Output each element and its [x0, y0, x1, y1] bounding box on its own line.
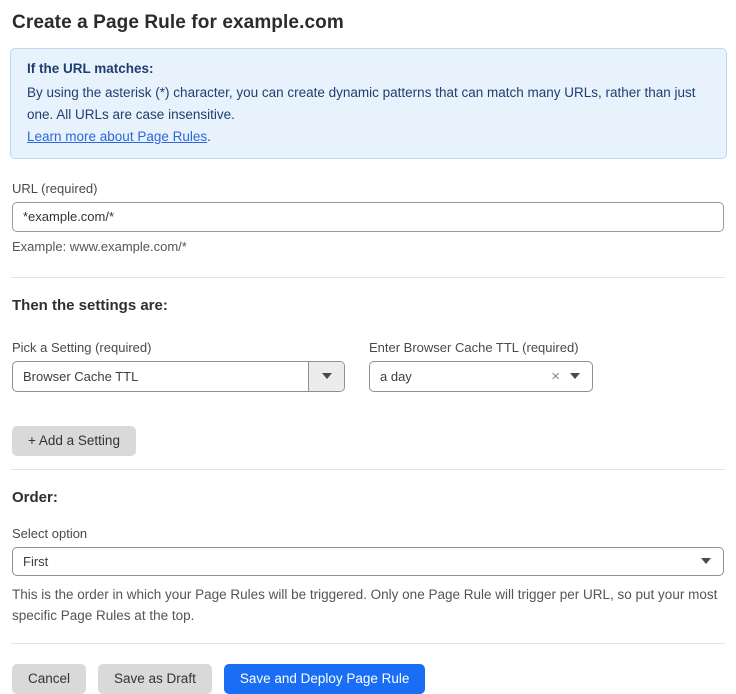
order-section-heading: Order:	[12, 488, 58, 506]
order-caret-wrap	[701, 558, 723, 564]
divider	[11, 643, 725, 644]
ttl-picker-label: Enter Browser Cache TTL (required)	[369, 339, 579, 355]
info-box-link-line	[27, 129, 710, 144]
chevron-down-icon	[570, 373, 580, 379]
ttl-caret-wrap[interactable]	[570, 373, 592, 379]
learn-more-link[interactable]: Learn more about Page Rules	[27, 128, 208, 144]
order-helper-text: This is the order in which your Page Rules will be triggered. Only one Page Rule will trigger per URL, so put your most specific Page Rules at the top.	[12, 586, 718, 624]
order-select-value: First	[23, 553, 49, 569]
setting-picker-arrow-segment[interactable]	[308, 362, 344, 391]
url-field-label: URL (required)	[12, 180, 98, 196]
url-input[interactable]	[12, 202, 724, 232]
url-example-helper: Example: www.example.com/*	[12, 238, 187, 254]
info-box-heading: If the URL matches:	[27, 61, 154, 76]
setting-picker-column	[12, 340, 345, 392]
clear-icon[interactable]: ×	[551, 367, 560, 385]
chevron-down-icon	[322, 373, 332, 379]
cancel-button[interactable]: Cancel	[12, 664, 86, 694]
save-and-deploy-button[interactable]: Save and Deploy Page Rule	[224, 664, 426, 694]
settings-section-heading: Then the settings are:	[12, 296, 168, 314]
order-select[interactable]	[12, 547, 724, 576]
setting-picker-value: Browser Cache TTL	[23, 368, 139, 384]
info-box-body: By using the asterisk (*) character, you can create dynamic patterns that can match many URLs, rather than just one. All URLs are case insensitive.	[27, 85, 696, 123]
footer-button-row	[12, 664, 724, 694]
page-title: Create a Page Rule for example.com	[12, 12, 344, 33]
chevron-down-icon	[701, 558, 711, 564]
setting-picker-select[interactable]	[12, 361, 345, 392]
url-match-info-box	[10, 48, 727, 159]
divider	[11, 277, 725, 278]
order-select-label: Select option	[12, 525, 88, 541]
settings-picker-row	[12, 340, 724, 392]
add-setting-button[interactable]: + Add a Setting	[12, 426, 136, 456]
ttl-picker-value: a day	[380, 368, 412, 384]
divider	[11, 469, 725, 470]
setting-picker-label: Pick a Setting (required)	[12, 339, 152, 355]
link-suffix: .	[207, 128, 211, 144]
save-as-draft-button[interactable]: Save as Draft	[98, 664, 212, 694]
ttl-picker-select[interactable]	[369, 361, 593, 392]
ttl-picker-column	[369, 340, 593, 392]
